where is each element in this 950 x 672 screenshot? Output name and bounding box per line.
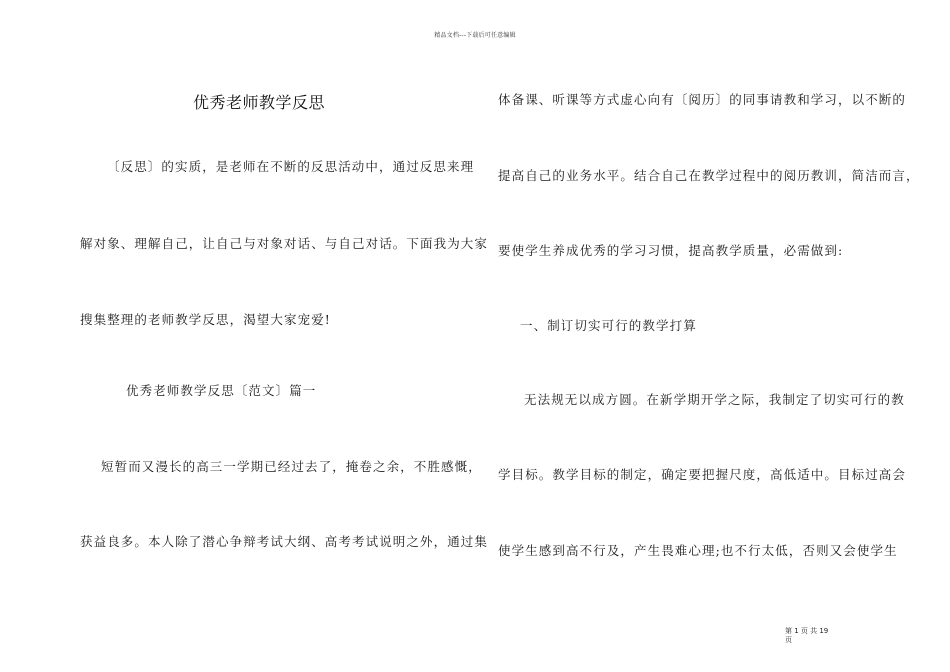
page-number <box>785 627 845 645</box>
page-header: 精品文档---下载后可任意编辑 <box>434 32 516 39</box>
paragraph-line: 〔反思〕的实质，是老师在不断的反思活动中，通过反思来理 <box>107 159 475 174</box>
paragraph-line: 使学生感到高不行及，产生畏难心理;也不行太低，否则又会使学生 <box>498 543 898 558</box>
paragraph-line: 短暂而又漫长的高三一学期已经过去了，掩卷之余，不胜感慨， <box>101 459 482 474</box>
page-number-line1: 第 1 页 共 19 <box>785 627 829 635</box>
paragraph-line: 无法规无以成方圆。在新学期开学之际，我制定了切实可行的教 <box>524 392 905 407</box>
page-number-line2: 页 <box>785 636 792 644</box>
paragraph-line: 提高自己的业务水平。结合自己在教学过程中的阅历教训，简洁而言， <box>498 168 920 183</box>
document-title: 优秀老师教学反思 <box>193 93 326 112</box>
paragraph-line: 要使学生养成优秀的学习习惯，提高教学质量，必需做到: <box>498 243 844 258</box>
paragraph-line: 解对象、理解自己，让自己与对象对话、与自己对话。下面我为大家 <box>80 236 489 251</box>
section-heading: 优秀老师教学反思〔范文〕篇一 <box>126 383 317 398</box>
paragraph-line: 学目标。教学目标的制定，确定要把握尺度，高低适中。目标过高会 <box>498 467 907 482</box>
paragraph-line: 获益良多。本人除了潜心争辩考试大纲、高考考试说明之外，通过集 <box>80 534 489 549</box>
section-heading: 一、制订切实可行的教学打算 <box>520 318 697 333</box>
paragraph-line: 搜集整理的老师教学反思，渴望大家宠爱! <box>80 312 331 327</box>
paragraph-line: 体备课、听课等方式虚心向有〔阅历〕的同事请教和学习，以不断的 <box>498 92 907 107</box>
